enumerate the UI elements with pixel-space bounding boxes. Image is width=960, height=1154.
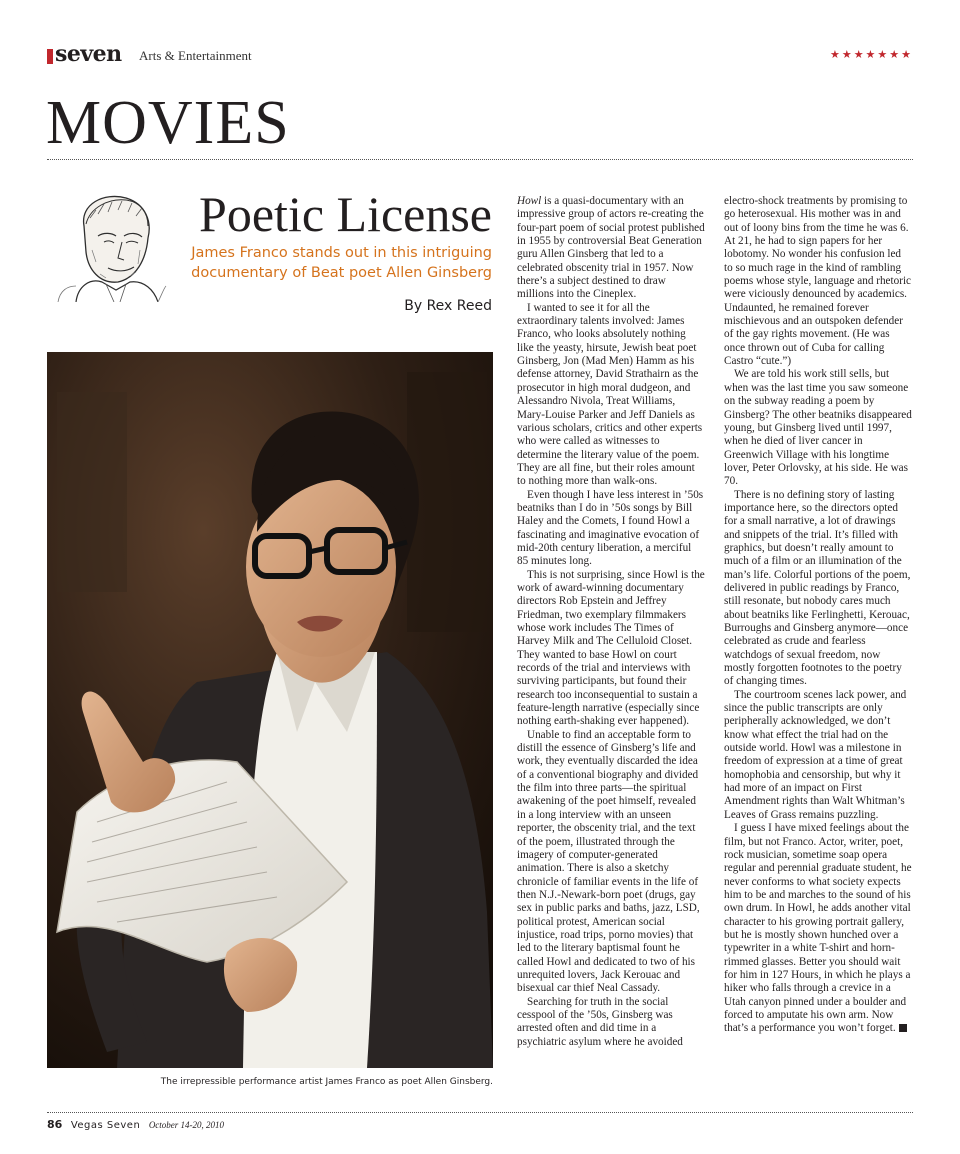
paragraph-text: is a quasi-documentary with an impressive group of actors re-creating the four-part poem of social protest published in 1955 by controversial Beat Generation guru Allen Ginsberg that led to a celebrated obscenity trial in 1957. Now there’s a subject destined to draw millions into the Cineplex. bbox=[517, 195, 705, 301]
article-paragraph bbox=[724, 489, 912, 689]
paragraph-text: Unable to find an acceptable form to distill the essence of Ginsberg’s life and work, they eventually discarded the idea of a conventional biography and divided the film into three parts—the spiritual awakening of the poet himself, revealed in a long interview with an unseen reporter, the obscenity trial, and the text of the poem, illustrated through the imagery of computer-generated animation. There is also a sketchy chronicle of familiar events in the life of then N.J.-Newark-born poet (drugs, gay sex in public parks and baths, jazz, LSD, political protest, American social injustice, road trips, porno movies) that led to the literary baptismal fount he called Howl and dedicated to two of his unrequited lovers, Jack Kerouac and bisexual car thief Neal Cassady. bbox=[517, 728, 700, 995]
article-paragraph bbox=[517, 302, 705, 489]
paragraph-text: I wanted to see it for all the extraordinary talents involved: James Franco, who looks absolutely nothing like the yeasty, hirsute, Jewish beat poet Ginsberg, Jon (Mad Men) Hamm as his defense attorney, David Strathairn as the prosecutor in high moral dudgeon, and Alessandro Nivola, Treat Williams, Mary-Louise Parker and Jeff Daniels as various scholars, critics and other experts who were called as witnesses to determine the literary value of the poem. They are all fine, but their roles amount to nothing more than walk-ons. bbox=[517, 301, 703, 488]
paragraph-text: There is no defining story of lasting importance here, so the directors opted for a small narrative, a lot of drawings and snippets of the trial. It’s filled with graphics, but doesn’t really amount to much of a film or an illumination of the man’s life. Colorful portions of the poem, delivered in public readings by Franco, still resonate, but nobody cares much about beatniks like Ferlinghetti, Kerouac, Burroughs and Ginsberg anymore—once celebrated as crude and fearless watchdogs of sexual freedom, now mostly forgotten footnotes to the poetry of changing times. bbox=[724, 488, 911, 688]
article-paragraph bbox=[517, 195, 705, 302]
paragraph-text: electro-shock treatments by promising to go heterosexual. His mother was in and out of loony bins from the time he was 6. At 21, he had to sign papers for her lobotomy. No wonder his confusion led to so much rage in the kind of rambling poems whose style, language and rhetoric were viciously denounced by academics. Undaunted, he remained forever mischievous and an outspoken defender of the gay rights movement. (He was once thrown out of Cuba for calling Castro “cute.”) bbox=[724, 195, 912, 368]
footer-divider bbox=[47, 1112, 913, 1113]
paragraph-text: I guess I have mixed feelings about the film, but not Franco. Actor, writer, poet, rock musician, sometime soap opera regular and perennial graduate student, he never conforms to what society expects him to be and marches to the sound of his own drum. In Howl, he adds another vital character to his growing portrait gallery, but he is mostly shown hunched over a typewriter in a white T-shirt and horn-rimmed glasses. Better you should wait for him in 127 Hours, in which he plays a hiker who falls through a crevice in a Utah canyon pinned under a boulder and forced to amputate his own arm. Now that’s a performance you won’t forget. bbox=[724, 822, 912, 1035]
article-deck bbox=[176, 243, 492, 283]
article-paragraph bbox=[724, 195, 912, 368]
page-footer bbox=[47, 1118, 224, 1131]
paragraph-text: The courtroom scenes lack power, and since the public transcripts are only peripherally acknowledged, we don’t know what effect the trial had on the outside world. Howl was a milestone in freedom of expression at a time of great homophobia and censorship, but why it had more of an impact on First Amendment rights than Walt Whitman’s Leaves of Grass remains puzzling. bbox=[724, 688, 907, 821]
photo-caption: The irrepressible performance artist James Franco as poet Allen Ginsberg. bbox=[160, 1077, 493, 1087]
paragraph-text: We are told his work still sells, but when was the last time you saw someone on the subway reading a poem by Ginsberg? The other beatniks disappeared young, but Ginsberg lived until 1997, when he died of liver cancer in Greenwich Village with his longtime lover, Peter Orlovsky, at his side. He was 70. bbox=[724, 368, 912, 488]
deck-line: James Franco stands out in this intriguing bbox=[191, 245, 492, 261]
deck-line: documentary of Beat poet Allen Ginsberg bbox=[191, 265, 492, 281]
article-column-2 bbox=[724, 195, 912, 1036]
end-of-story-mark bbox=[899, 1024, 907, 1032]
article-paragraph bbox=[517, 729, 705, 996]
section-label: Arts & Entertainment bbox=[139, 48, 252, 63]
section-title: MOVIES bbox=[46, 89, 290, 157]
page-number: 86 bbox=[47, 1118, 63, 1131]
article-paragraph bbox=[517, 489, 705, 569]
film-title-italic: Howl bbox=[517, 195, 542, 207]
article-column-1 bbox=[517, 195, 705, 1049]
publication-logo: seven bbox=[55, 41, 122, 67]
article-paragraph bbox=[517, 569, 705, 729]
film-still-photo bbox=[47, 352, 493, 1068]
paragraph-text: This is not surprising, since Howl is the work of award-winning documentary directors Rob Epstein and Jeffrey Friedman, two exemplary filmmakers whose work includes The Times of Harvey Milk and The Celluloid Closet. They wanted to base Howl on court records of the trial and interviews with surviving participants, but found their research too inconsequential to sustain a feature-length narrative (especially since nothing earth-shaking ever happened). bbox=[517, 568, 705, 728]
article-paragraph bbox=[724, 368, 912, 488]
logo-accent-bar bbox=[47, 49, 53, 64]
footer-publication: Vegas Seven bbox=[70, 1120, 141, 1131]
byline: By Rex Reed bbox=[404, 298, 492, 314]
article-paragraph bbox=[517, 996, 705, 1049]
article-paragraph bbox=[724, 822, 912, 1036]
critic-portrait-sketch bbox=[50, 190, 170, 302]
star-rating-decoration: ★★★★★★★ bbox=[829, 49, 913, 61]
header-divider bbox=[47, 159, 913, 160]
article-paragraph bbox=[724, 689, 912, 822]
paragraph-text: Searching for truth in the social cesspool of the ’50s, Ginsberg was arrested often and did time in a psychiatric asylum where he avoided bbox=[517, 995, 683, 1048]
article-headline: Poetic License bbox=[199, 186, 492, 242]
masthead bbox=[47, 41, 913, 68]
paragraph-text: Even though I have less interest in ’50s beatniks than I do in ’50s songs by Bill Haley and the Comets, I found Howl a fascinating and imaginative evocation of mid-20th century liberation, a merciful 85 minutes long. bbox=[517, 488, 704, 568]
issue-date: October 14-20, 2010 bbox=[148, 1120, 225, 1130]
